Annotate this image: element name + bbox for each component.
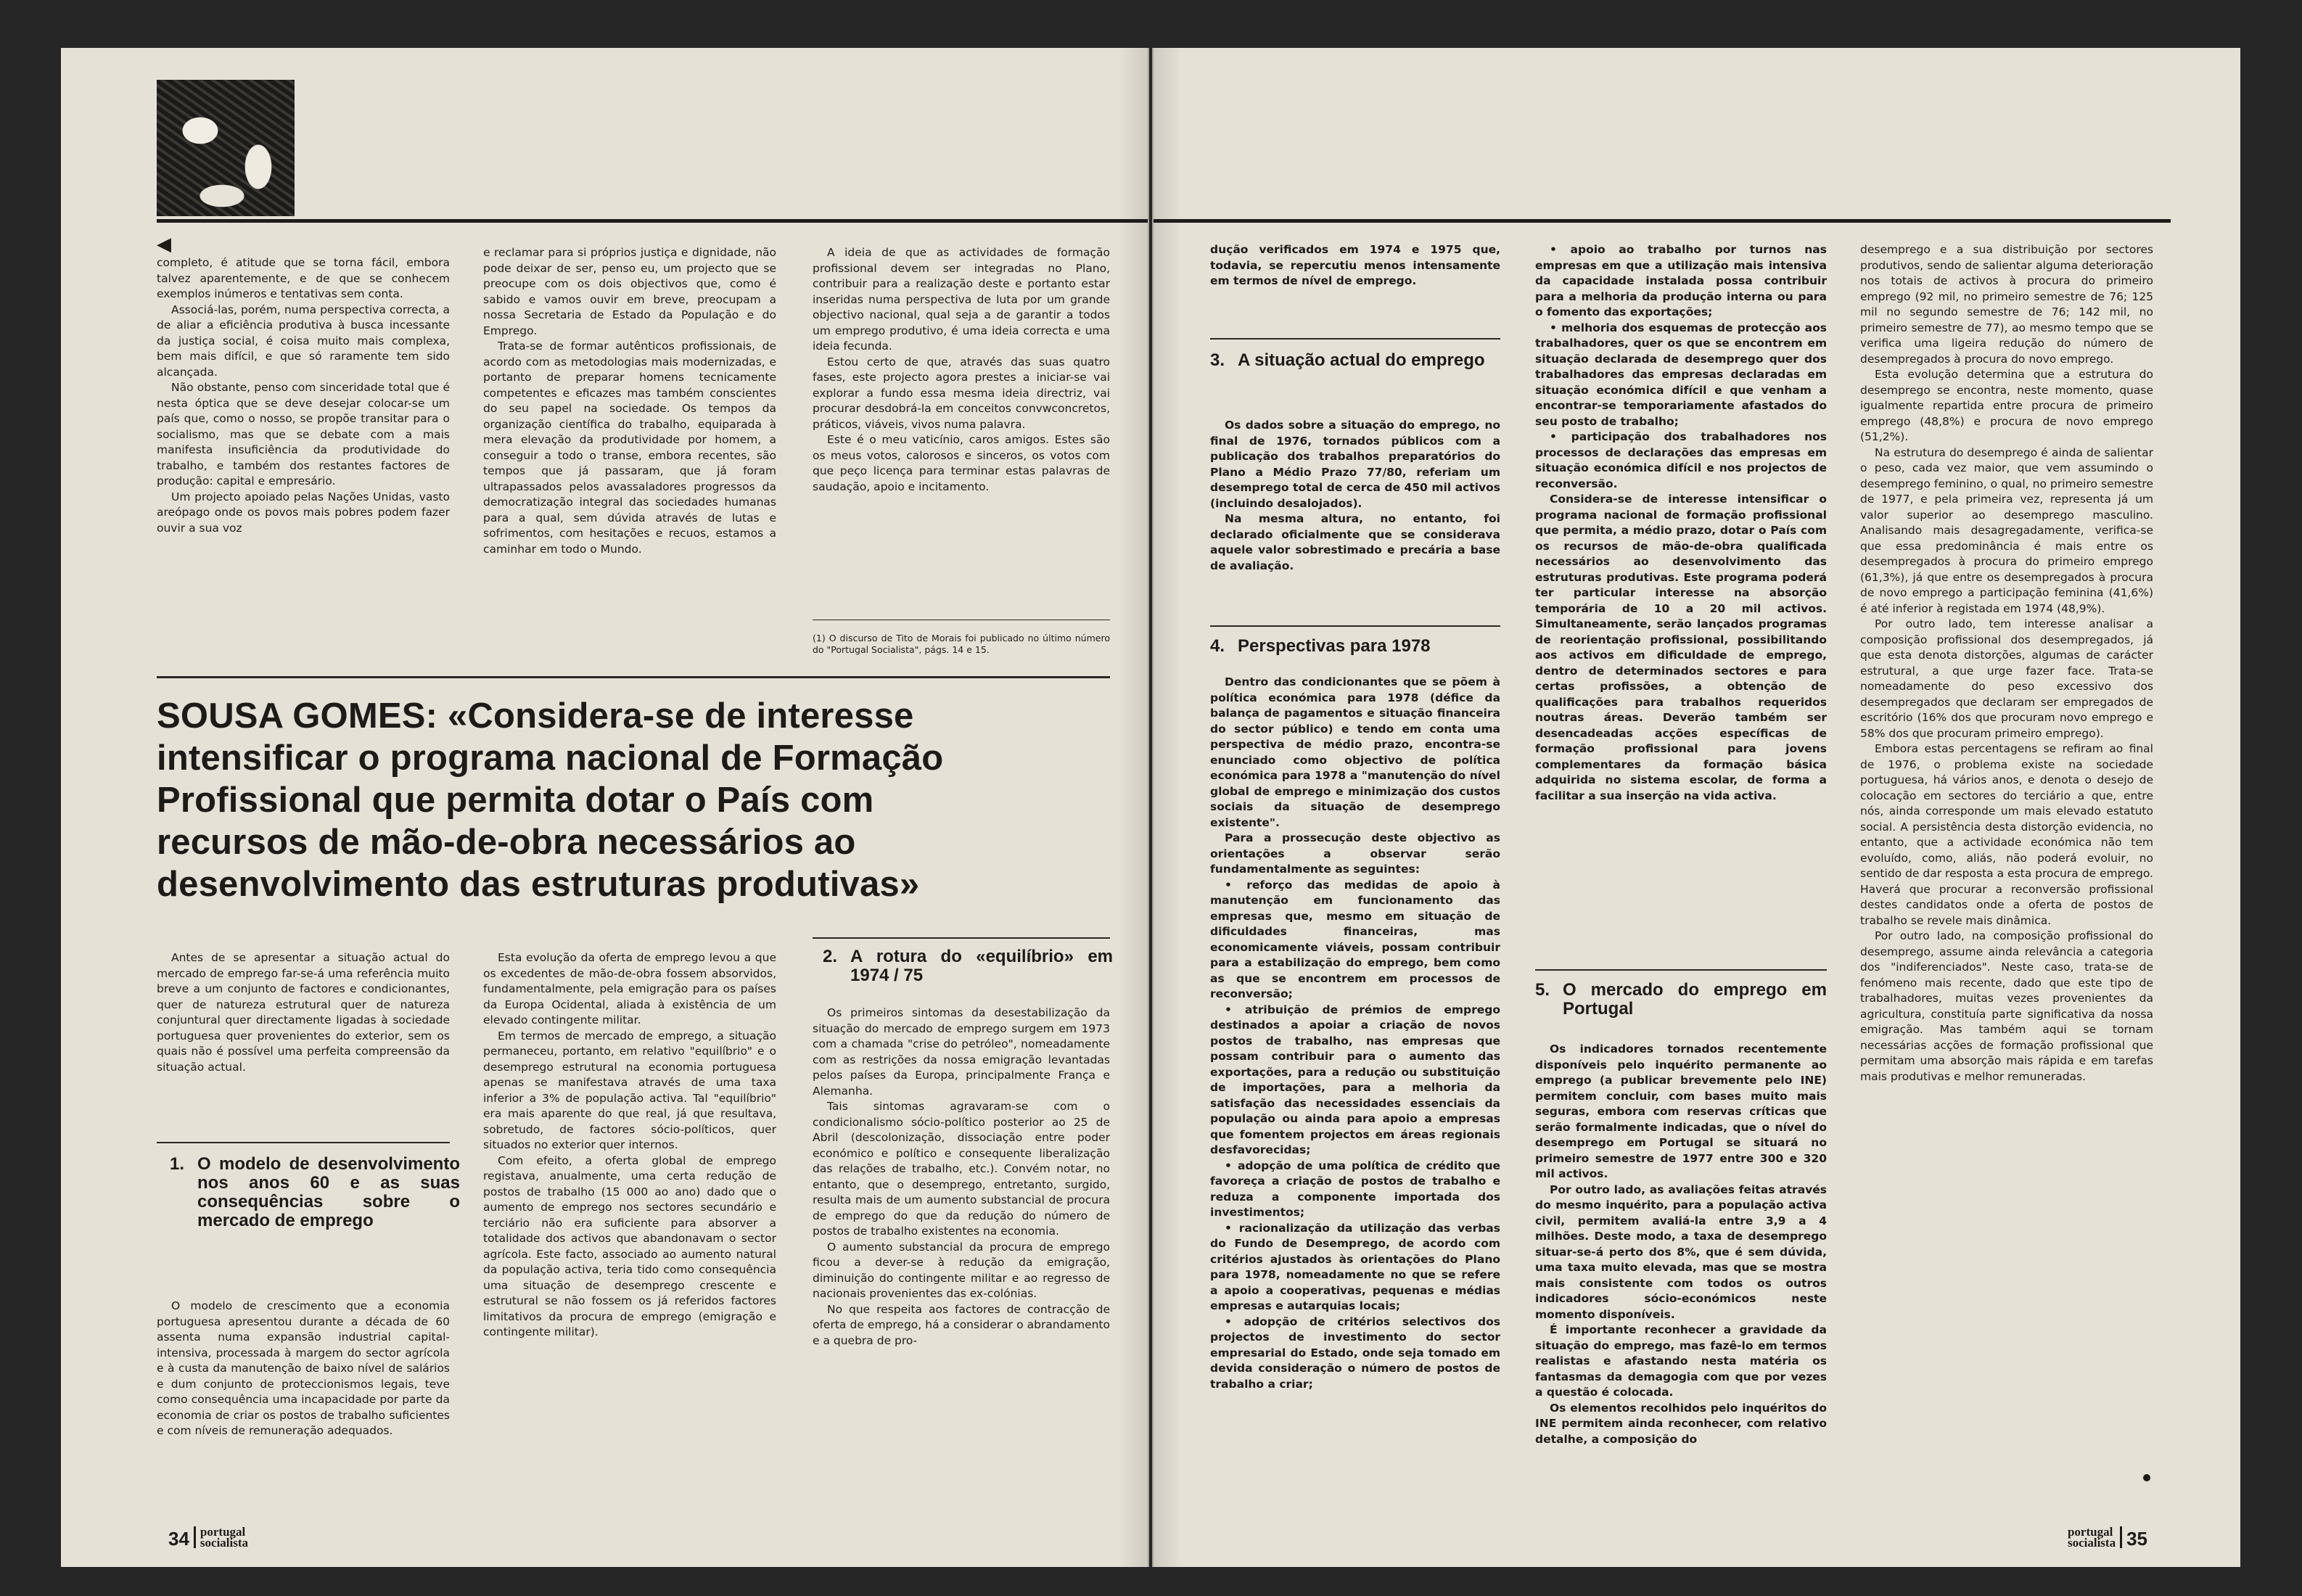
section-rule — [813, 937, 1110, 939]
spine-shadow — [1119, 48, 1148, 1567]
logo-line2: socialista — [200, 1536, 249, 1550]
right-col1-top — [1210, 242, 1500, 289]
paragraph: Estou certo de que, através das suas quatro fases, este projecto agora prestes a iniciar-se vai explorar a fundo essa mesma ideia directriz, vai procurar desdobrá-la em conceitos convwconcretos, práticos, viáveis, vivos numa palavra. — [813, 355, 1110, 431]
bullet-item: • melhoria dos esquemas de protecção aos trabalhadores, quer os que se encontrem em situação declarada de desemprego quer dos trabalhadores das empresas declaradas em situação económica difícil e que venham a encontrar-se temporariamente afastados do seu posto de trabalho; — [1535, 321, 1827, 428]
page-number: 35 — [2126, 1528, 2147, 1550]
left-col3-bottom — [813, 1005, 1110, 1349]
footnote-text: (1) O discurso de Tito de Morais foi publicado no último número do "Portugal Socialista", págs. 14 e 15. — [813, 633, 1110, 655]
paragraph: Embora estas percentagens se refiram ao final de 1976, o problema existe na sociedade portuguesa, há vários anos, e denota o desejo de colocação em sectores do terciário a que, entre nós, ainda corresponde um mais elevado estatuto social. A persistência desta distorção evidencia, no entanto, que a actividade económica não tem evoluído, como, aliás, não poderá evoluir, no sentido de dar resposta a esta procura de emprego. Haverá que procurar a reconversão profissional destes candidatos onde a oferta de postos de trabalho se revele mais dinâmica. — [1860, 742, 2153, 927]
paragraph: Os primeiros sintomas da desestabilização da situação do mercado de emprego surgem em 1973 com a chamada "crise do petróleo", nomeadamente com as restrições da nossa emigração levantadas pelos países da Europa, principalmente França e Alemanha. — [813, 1006, 1110, 1098]
paragraph: Os indicadores tornados recentemente disponíveis pelo inquérito permanente ao emprego (a publicar brevemente pelo INE) permitem concluir, com bases muito mais seguras, embora com reservas críticas que serão formalmente indicadas, que o nível do desemprego em Portugal se situará no primeiro semestre de 1977 entre 300 e 320 mil activos. — [1535, 1042, 1827, 1180]
logo-line1: portugal — [200, 1525, 246, 1539]
paragraph: Em termos de mercado de emprego, a situação permaneceu, portanto, em relativo "equilíbrio" e o desemprego estrutural na economia portuguesa apenas se manifestava através de uma taxa inferior a 3% de população activa. Tal "equilíbrio" era mais aparente do que real, já que resultava, sobretudo, de factores sócio-políticos, quer situados no exterior quer internos. — [483, 1029, 776, 1151]
section-title: O modelo de desenvolvimento nos anos 60 e as suas consequências sobre o mercado de emprego — [197, 1154, 460, 1230]
paragraph: No que respeita aos factores de contracção de oferta de emprego, há a considerar o abrandamento e a quebra de pro- — [813, 1302, 1110, 1347]
left-col1-top — [157, 235, 450, 536]
end-of-article-bullet — [2143, 1474, 2150, 1481]
logo-line1: portugal — [2067, 1525, 2113, 1539]
section3-heading — [1210, 351, 1500, 370]
paragraph: Dentro das condicionantes que se põem à política económica para 1978 (défice da balança de pagamentos e situação financeira do sector público) e tendo em conta uma perspectiva de médio prazo, encontra-se enunciado como objectivo de política económica para 1978 a "manutenção do nível global de emprego e minimização dos custos sociais da situação de desemprego existente". — [1210, 675, 1500, 829]
right-folio — [2068, 1526, 2147, 1548]
paragraph: dução verificados em 1974 e 1975 que, todavia, se repercutiu menos intensamente em termos de nível de emprego. — [1210, 243, 1500, 287]
paragraph: Por outro lado, na composição profissional do desemprego, assume ainda relevância a categoria dos "indiferenciados". Neste caso, trata-se de fenómeno mais recente, dado que este tipo de trabalhadores, muitas vezes provenientes da agricultura, constituía parte significativa da nossa emigração. Mas também aqui se tornam necessárias acções de formação profissional que permitam uma absorção mais rápida e em tarefas mais produtivas e melhor remuneradas. — [1860, 929, 2153, 1083]
paragraph: Considera-se de interesse intensificar o programa nacional de formação profissional que permita, a médio prazo, dotar o País com os recursos de mão-de-obra qualificada necessários ao desenvolvimento das estruturas produtivas. Este programa poderá ter particular interesse na absorção temporária de 10 a 20 mil activos. Simultaneamente, serão lançados programas de reorientação profissional, possibilitando aos activos em dificuldade de emprego, dentro de determinados sectores e para certas profissões, a obtenção de qualificações para trabalhos requeridos noutras áreas. Deverão também ser desencadeadas acções específicas de formação profissional para jovens complementares da formação básica adquirida no sistema escolar, de forma a facilitar a sua inserção na vida activa. — [1535, 493, 1827, 802]
paragraph: Este é o meu vaticínio, caros amigos. Estes são os meus votos, calorosos e sinceros, os votos com que peço licença para terminar estas palavras de saudação, apoio e incitamento. — [813, 433, 1110, 493]
paragraph: O aumento substancial da procura de emprego ficou a dever-se à redução da emigração, diminuição do contingente militar e ao regresso de nacionais provenientes das ex-colónias. — [813, 1240, 1110, 1300]
section-title: A situação actual do emprego — [1238, 350, 1485, 370]
paragraph: Associá-las, porém, numa perspectiva correcta, a de aliar a eficiência produtiva à busca incessante da justiça social, é coisa muito mais complexa, bem mais difícil, e que só raramente tem sido alcançada. — [157, 303, 450, 379]
section-number: 5. — [1535, 980, 1550, 1000]
section4-heading — [1210, 637, 1500, 656]
paragraph: A ideia de que as actividades de formação profissional devem ser integradas no Plano, contribuir para a realização deste e portanto estar inseridas numa perspectiva de luta por um grande objectivo nacional, qual seja a de garantir a todos um emprego produtivo, é uma ideia correcta e uma ideia fecunda. — [813, 246, 1110, 353]
halftone-photo — [157, 80, 295, 216]
left-col2-top — [483, 245, 776, 557]
article-headline: SOUSA GOMES: «Considera-se de interesse intensificar o programa nacional de Formação Profissional que permita dotar o País com recursos de mão-de-obra necessários ao desenvolvimento das estruturas produtivas» — [157, 696, 944, 904]
left-folio — [168, 1526, 248, 1548]
section1-heading — [170, 1155, 460, 1230]
section-title: Perspectivas para 1978 — [1238, 636, 1431, 656]
paragraph: Por outro lado, as avaliações feitas através do mesmo inquérito, para a população activa civil, permitem avaliá-la entre 3,9 a 4 milhões. Deste modo, a taxa de desemprego situar-se-á perto dos 8%, que é sem dúvida, uma taxa muito elevada, mas que se mostra mais consistente com todos os outros indicadores sócio-económicos neste momento disponíveis. — [1535, 1182, 1827, 1321]
folio-bar — [2120, 1526, 2122, 1548]
paragraph: O modelo de crescimento que a economia portuguesa apresentou durante a década de 60 assenta numa expansão industrial capital-intensiva, processada à margem do sector agrícola e à custa da manutenção de baixo nível de salários e dum conjunto de proteccionismos legais, teve como consequência uma incapacidade por parte da economia de criar os postos de trabalho suficientes e com níveis de remuneração adequados. — [157, 1299, 450, 1437]
section-number: 4. — [1210, 636, 1225, 656]
folio-bar — [194, 1526, 196, 1548]
paragraph: Na mesma altura, no entanto, foi declarado oficialmente que se considerava aquele valor sobrestimado e precária a base de avaliação. — [1210, 512, 1500, 572]
top-rule — [1154, 219, 2171, 223]
top-rule — [157, 219, 1148, 223]
magazine-logo — [2068, 1526, 2116, 1548]
spine-shadow — [1154, 48, 1183, 1567]
left-col1-bottom — [157, 950, 450, 1075]
paragraph: e reclamar para si próprios justiça e dignidade, não pode deixar de ser, penso eu, um projecto que se preocupe com os dois objectivos que, como é sabido e vamos ouvir em breve, preocupam a nossa Secretaria de Estado da População e do Emprego. — [483, 246, 776, 337]
paragraph: desemprego e a sua distribuição por sectores produtivos, sendo de salientar alguma deterioração nos totais de activos à procura do primeiro emprego (92 mil, no primeiro semestre de 76; 125 mil no segundo semestre de 76; 142 mil, no primeiro semestre de 77), ao mesmo tempo que se verifica uma ligeira redução do número de desempregados à procura do novo emprego. — [1860, 243, 2153, 366]
paragraph: Para a prossecução deste objectivo as orientações a observar serão fundamentalmente as seguintes: — [1210, 831, 1500, 876]
paragraph: Antes de se apresentar a situação actual do mercado de emprego far-se-á uma referência muito breve a um conjunto de factores e condicionantes, quer de natureza estrutural quer de natureza conjuntural quer directamente ligadas à sociedade portuguesa quer provenientes do exterior, sem os quais não é possível uma perfeita compreensão da situação actual. — [157, 951, 450, 1074]
magazine-logo — [200, 1526, 248, 1548]
headline-rule — [157, 676, 1110, 678]
section-number: 3. — [1210, 350, 1225, 370]
section-rule — [1210, 625, 1500, 627]
section-number: 1. — [170, 1154, 185, 1174]
paragraph: Esta evolução determina que a estrutura do desemprego se encontra, neste momento, quase igualmente repartida entre procura de primeiro emprego (48,8%) e procura de novo emprego (51,2%). — [1860, 368, 2153, 443]
paragraph: Um projecto apoiado pelas Nações Unidas, vasto areópago onde os povos mais pobres podem fazer ouvir a sua voz — [157, 490, 450, 535]
right-col2-top — [1535, 242, 1827, 804]
left-col1-bottom-text — [157, 1299, 450, 1439]
paragraph: Por outro lado, tem interesse analisar a composição profissional dos desempregados, já que esta denota distorções, algumas de carácter estrutural, a que urge fazer face. Trata-se nomeadamente do peso excessivo dos desempregados que declaram ser empregados de escritório (16% dos que procuram novo emprego e 58% dos que procuram primeiro emprego). — [1860, 617, 2153, 740]
paragraph: Trata-se de formar autênticos profissionais, de acordo com as metodologias mais modernizadas, e portanto de preparar homens tecnicamente competentes e eficazes mas também conscientes do seu papel na sociedade. Os tempos da organização científica do trabalho, equiparada à mera elevação da produtividade por homem, a conseguir a todo o transe, embora recentes, são tempos que já passaram, que já foram ultrapassados pelos avassaladores progressos da democratização integral das sociedades humanas para a qual, sem dúvida através de lutas e sofrimentos, com hesitações e recuos, estamos a caminhar em todo o Mundo. — [483, 340, 776, 556]
section4-text — [1210, 675, 1500, 1392]
right-page — [1152, 48, 2240, 1567]
section-rule — [1535, 969, 1827, 971]
bullet-item: • adopção de critérios selectivos dos projectos de investimento do sector empresarial do Estado, onde seja tomado em devida consideração o número de postos de trabalho a criar; — [1210, 1315, 1500, 1391]
right-col3 — [1860, 242, 2153, 1085]
section5-heading — [1535, 981, 1827, 1019]
paragraph: Tais sintomas agravaram-se com o condicionalismo sócio-político posterior ao 25 de Abril (descolonização, dissociação entre poder económico e político e consequente liberalização das relações de trabalho, etc.). Convém notar, no entanto, que o desemprego, entretanto, surgido, resulta mais de um aumento substancial de procura de emprego do que da redução do número de postos de trabalho existentes na economia. — [813, 1100, 1110, 1238]
section-title: A rotura do «equilíbrio» em 1974 / 75 — [850, 947, 1113, 985]
section-rule — [157, 1142, 450, 1143]
bullet-item: • participação dos trabalhadores nos processos de declarações das empresas em situação económica difícil e nos projectos de reconversão. — [1535, 430, 1827, 490]
left-page — [61, 48, 1149, 1567]
section2-heading — [823, 947, 1113, 985]
paragraph: Na estrutura do desemprego é ainda de salientar o peso, cada vez maior, que vem assumindo o desemprego feminino, o qual, no primeiro semestre de 1977, e pela primeira vez, representa já um valor superior ao desemprego masculino. Analisando mais desagregadamente, verifica-se que essa predominância é mais entre os desempregados à procura do primeiro emprego (61,3%), já que entre os desempregados à procura de novo emprego a participação feminina (41,6%) é até inferior à registada em 1974 (48,9%). — [1860, 445, 2153, 615]
paragraph: Não obstante, penso com sinceridade total que é nesta óptica que se deve desejar colocar-se um país que, como o nosso, se propõe transitar para o socialismo, mas que se debate com a mais manifesta insuficiência da produtividade do trabalho, e também dos restantes factores de produção: capital e empresário. — [157, 381, 450, 488]
footnote — [813, 633, 1110, 656]
paragraph: Os dados sobre a situação do emprego, no final de 1976, tornados públicos com a publicação dos trabalhos preparatórios do Plano a Médio Prazo 77/80, referiam um desemprego total de cerca de 450 mil activos (incluindo desalojados). — [1210, 419, 1500, 510]
paragraph: É importante reconhecer a gravidade da situação do emprego, mas fazê-lo em termos realistas e afastando nesta matéria os fantasmas da demagogia com que por vezes a questão é colocada. — [1535, 1323, 1827, 1399]
paragraph: Com efeito, a oferta global de emprego registava, anualmente, uma certa redução de postos de trabalho (15 000 ao ano) dado que o aumento de emprego nos sectores secundário e terciário não era suficiente para absorver a totalidade dos activos que abandonavam o sector agrícola. Este facto, associado ao aumento natural da população activa, teria tido como consequência uma situação de desemprego crescente e estrutural se não fossem os já referidos factores limitativos da procura de emprego (emigração e contingente militar). — [483, 1153, 776, 1338]
bullet-item: • adopção de uma política de crédito que favoreça a criação de postos de trabalho e reduza a componente importada dos investimentos; — [1210, 1159, 1500, 1219]
section-rule — [1210, 338, 1500, 340]
section-number: 2. — [823, 947, 838, 966]
logo-line2: socialista — [2067, 1536, 2116, 1550]
section5-text — [1535, 1042, 1827, 1447]
paragraph: completo, é atitude que se torna fácil, embora talvez aparentemente, e de que se conhecem exemplos inúmeros e tentativas sem conta. — [157, 256, 450, 300]
bullet-item: • reforço das medidas de apoio à manutenção em funcionamento das empresas que, mesmo em situação de dificuldades financeiras, mas economicamente viáveis, possam contribuir para a estabilização do emprego, bem como as que se encontrem em processos de reconversão; — [1210, 878, 1500, 1000]
section3-text — [1210, 418, 1500, 574]
paragraph: Esta evolução da oferta de emprego levou a que os excedentes de mão-de-obra fossem absorvidos, fundamentalmente, pela emigração para os países da Europa Ocidental, aliada à existência de um elevado contingente militar. — [483, 951, 776, 1027]
continuation-arrow-icon: ◀ — [157, 234, 171, 255]
bullet-item: • racionalização da utilização das verbas do Fundo de Desemprego, de acordo com critérios ajustados às orientações do Plano para 1978, nomeadamente no que se refere a apoio a cooperativas, pequenas e médias empresas e autarquias locais; — [1210, 1221, 1500, 1312]
section-title: O mercado do emprego em Portugal — [1563, 980, 1827, 1019]
left-col3-top — [813, 245, 1110, 495]
paragraph: Os elementos recolhidos pelo inquéritos do INE permitem ainda reconhecer, com relativo detalhe, a composição do — [1535, 1401, 1827, 1446]
left-col2-bottom — [483, 950, 776, 1341]
bullet-item: • apoio ao trabalho por turnos nas empresas em que a utilização mais intensiva da capacidade instalada possa contribuir para a melhoria da produção interna ou para o fomento das exportações; — [1535, 243, 1827, 318]
page-number: 34 — [168, 1528, 189, 1550]
bullet-item: • atribuição de prémios de emprego destinados a apoiar a criação de novos postos de trabalho, nas empresas que possam contribuir para o aumento das exportações, para a redução ou substituição de importações, para a melhoria da satisfação das necessidades essenciais da população ou ainda para apoio a empresas que fomentem projectos em áreas regionais desfavorecidas; — [1210, 1003, 1500, 1156]
